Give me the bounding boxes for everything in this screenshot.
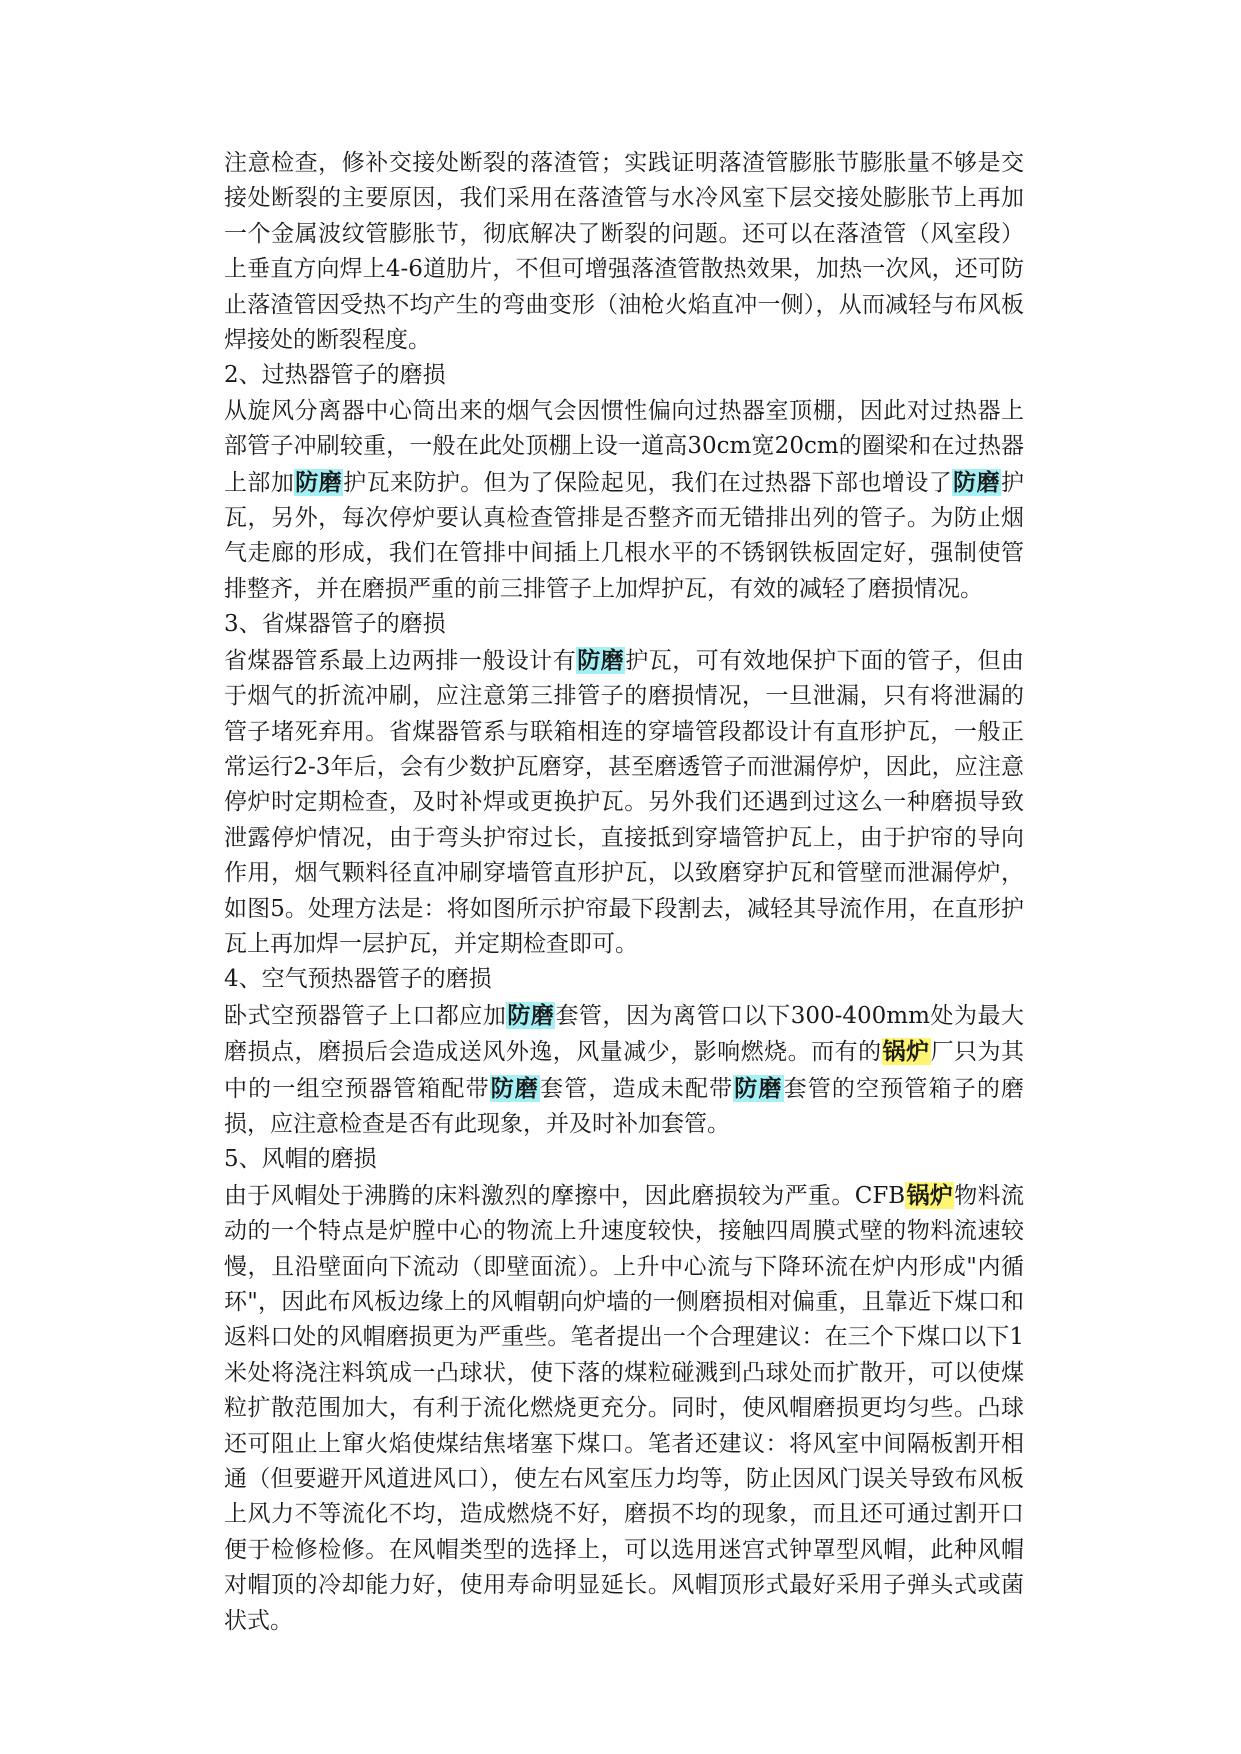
paragraph-wind-cap [224,1178,1024,1639]
text-segment: 护瓦，另外，每次停炉要认真检查管排是否整齐而无错排出列的管子。为防止烟气走廊的形成，我们在管排中间插上几根水平的不锈钢铁板固定好，强制使管排整齐，并在磨损严重的前三排管子上加焊护瓦，有效的减轻了磨损情况。 [224,469,1025,602]
highlight-keyword: 防磨 [507,1001,555,1029]
text-segment: 厂只为其中的一组空预器管箱配带 [224,1039,1025,1102]
highlight-keyword: 防磨 [953,468,1001,496]
highlight-keyword: 锅炉 [906,1181,954,1209]
paragraph-air-preheater [224,998,1024,1143]
highlight-keyword: 防磨 [295,468,343,496]
highlight-keyword: 防磨 [577,646,625,674]
text-segment: 套管，因为离管口以下300-400mm处为最大磨损点，磨损后会造成送风外逸，风量减少，影响燃烧。而有的 [224,1002,1024,1066]
heading-text: 2、过热器管子的磨损 [224,362,446,389]
heading-wind-cap [224,1142,1024,1177]
heading-superheater [224,358,1024,393]
heading-text: 5、风帽的磨损 [224,1146,377,1173]
document-body [224,146,1024,1639]
text-segment: 省煤器管系最上边两排一般设计有 [224,647,577,674]
text-segment: 卧式空预器管子上口都应加 [224,1002,507,1029]
highlight-keyword: 防磨 [734,1074,783,1102]
highlight-keyword: 锅炉 [882,1038,930,1066]
text-segment: 套管，造成未配带 [540,1075,734,1102]
paragraph-drain-pipe [224,146,1024,358]
text-segment: 套管的空预管箱子的磨损，应注意检查是否有此现象，并及时补加套管。 [224,1075,1024,1137]
highlight-keyword: 防磨 [490,1074,540,1102]
text-segment: 护瓦，可有效地保护下面的管子，但由于烟气的折流冲刷，应注意第三排管子的磨损情况，一旦泄漏，只有将泄漏的管子堵死弃用。省煤器管系与联箱相连的穿墙管段都设计有直形护瓦，一般正常运行2-3年后，会有少数护瓦磨穿，甚至磨透管子而泄漏停炉，因此，应注意停炉时定期检查，及时补焊或更换护瓦。另外我们还遇到过这么一种磨损导致泄露停炉情况，由于弯头护帘过长，直接抵到穿墙管护瓦上，由于护帘的导向作用，烟气颗料径直冲刷穿墙管直形护瓦，以致磨穿护瓦和管壁而泄漏停炉，如图5。处理方法是：将如图所示护帘最下段割去，减轻其导流作用，在直形护瓦上再加焊一层护瓦，并定期检查即可。 [224,647,1025,957]
paragraph-economizer [224,643,1024,963]
text-segment: 物料流动的一个特点是炉膛中心的物流上升速度较快，接触四周膜式壁的物料流速较慢，且沿壁面向下流动（即壁面流）。上升中心流与下降环流在炉内形成"内循环"，因此布风板边缘上的风帽朝向炉墙的一侧磨损相对偏重，且靠近下煤口和返料口处的风帽磨损更为严重些。笔者提出一个合理建议：在三个下煤口以下1米处将浇注料筑成一凸球状，使下落的煤粒碰溅到凸球处而扩散开，可以使煤粒扩散范围加大，有利于流化燃烧更充分。同时，使风帽磨损更均匀些。凸球还可阻止上窜火焰使煤结焦堵塞下煤口。笔者还建议：将风室中间隔板割开相通（但要避开风道进风口），使左右风室压力均等，防止因风门误关导致布风板上风力不等流化不均，造成燃烧不好，磨损不均的现象，而且还可通过割开口便于检修检修。在风帽类型的选择上，可以选用迷宫式钟罩型风帽，此种风帽对帽顶的冷却能力好，使用寿命明显延长。风帽顶形式最好采用子弹头式或菌状式。 [224,1182,1025,1634]
heading-economizer [224,607,1024,642]
text-segment: 注意检查，修补交接处断裂的落渣管；实践证明落渣管膨胀节膨胀量不够是交接处断裂的主要原因，我们采用在落渣管与水冷风室下层交接处膨胀节上再加一个金属波纹管膨胀节，彻底解决了断裂的问题。还可以在落渣管（风室段）上垂直方向焊上4-6道肋片，不但可增强落渣管散热效果，加热一次风，还可防止落渣管因受热不均产生的弯曲变形（油枪火焰直冲一侧），从而减轻与布风板焊接处的断裂程度。 [224,150,1024,354]
heading-text: 3、省煤器管子的磨损 [224,611,446,638]
heading-air-preheater [224,962,1024,997]
text-segment: 从旋风分离器中心筒出来的烟气会因惯性偏向过热器室顶棚，因此对过热器上部管子冲刷较重，一般在此处顶棚上设一道高30cm宽20cm的圈梁和在过热器上部加 [224,397,1024,496]
text-segment: 由于风帽处于沸腾的床料激烈的摩擦中，因此磨损较为严重。CFB [224,1182,906,1209]
heading-text: 4、空气预热器管子的磨损 [224,966,492,993]
paragraph-superheater [224,394,1024,607]
text-segment: 护瓦来防护。但为了保险起见，我们在过热器下部也增设了 [343,469,953,496]
